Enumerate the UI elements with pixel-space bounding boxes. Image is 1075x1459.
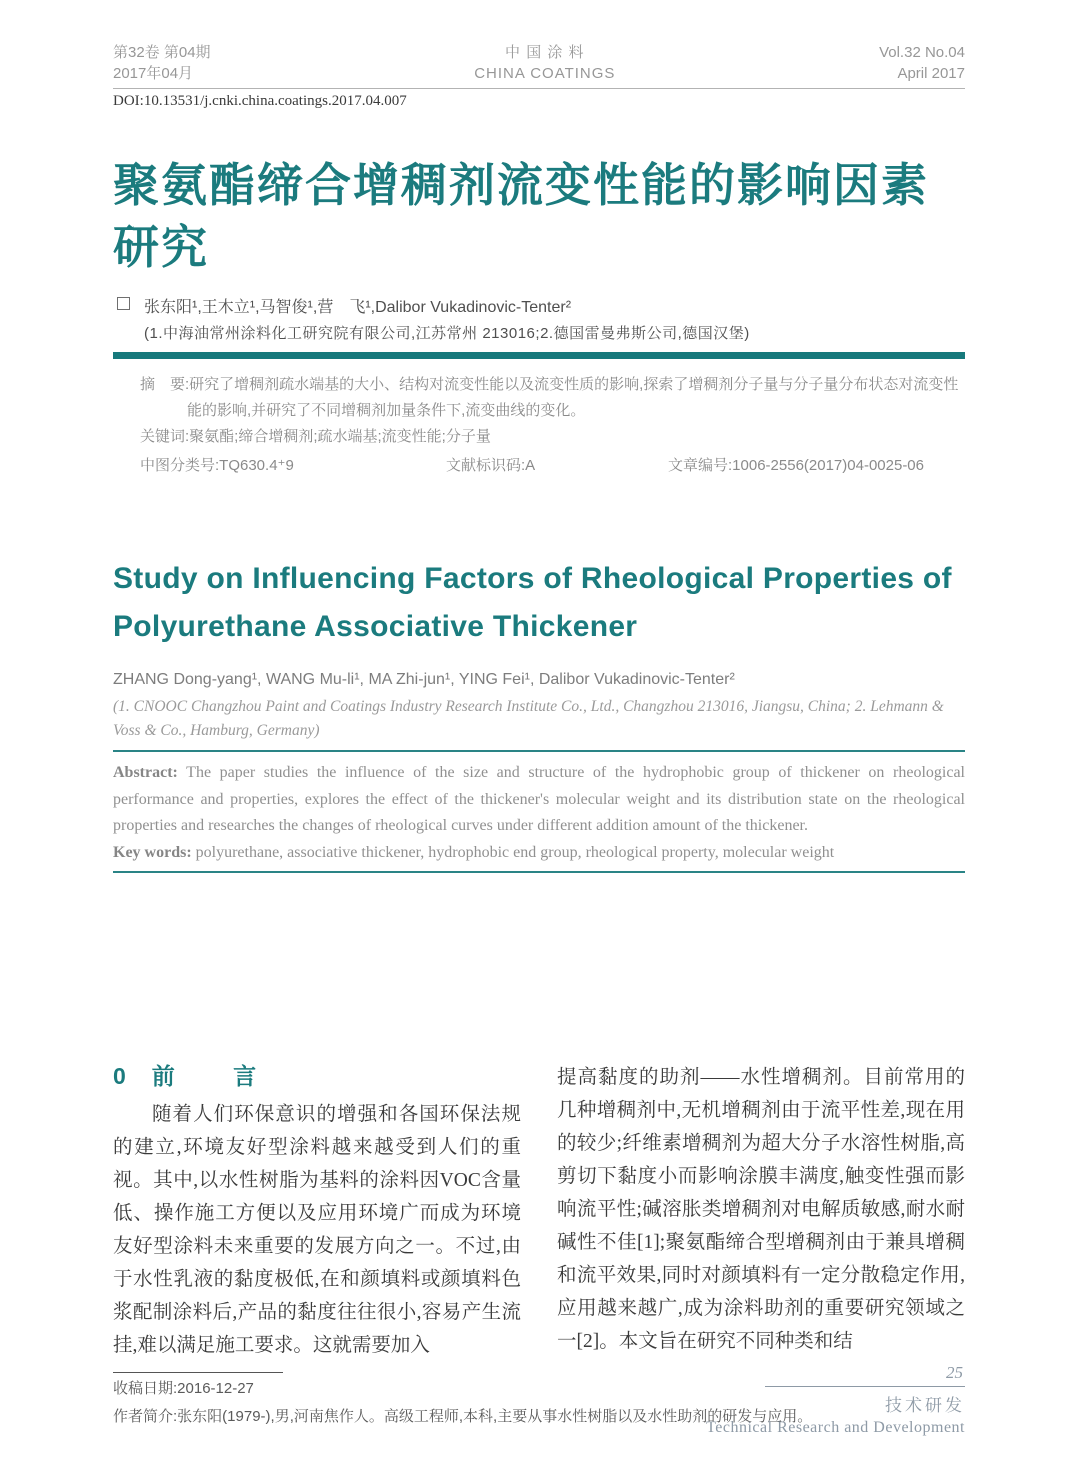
author-bio-label: 作者简介: xyxy=(113,1408,178,1425)
page-number: 25 xyxy=(946,1363,963,1382)
footer-divider xyxy=(765,1386,965,1387)
journal-name-en: CHINA COATINGS xyxy=(474,65,616,82)
section-number: 0 xyxy=(113,1063,126,1089)
article-id: 1006-2556(2017)04-0025-06 xyxy=(732,457,924,474)
received-date-label: 收稿日期: xyxy=(113,1380,178,1397)
authors-cn: 张东阳¹,王木立¹,马智俊¹,营 飞¹,Dalibor Vukadinovic-Tenter² xyxy=(144,299,572,316)
article-title-en-line1: Study on Influencing Factors of Rheological Properties of xyxy=(113,562,952,595)
keywords-en: polyurethane, associative thickener, hydrophobic end group, rheological property, molecular weight xyxy=(191,843,835,861)
doc-code-label: 文献标识码: xyxy=(446,457,526,474)
accent-bar xyxy=(113,352,965,359)
article-title-cn-line1: 聚氨酯缔合增稠剂流变性能的影响因素 xyxy=(113,159,929,211)
abstract-cn-label: 摘 要: xyxy=(140,376,190,393)
author-bio: 张东阳(1979-),男,河南焦作人。高级工程师,本科,主要从事水性树脂以及水性助剂的研发与应用。 xyxy=(177,1408,813,1425)
abstract-en xyxy=(113,760,965,840)
keywords-en-line xyxy=(113,840,965,867)
clc-label: 中图分类号: xyxy=(140,457,220,474)
journal-header xyxy=(113,42,965,84)
affiliation-cn: (1.中海油常州涂料化工研究院有限公司,江苏常州 213016;2.德国雷曼弗斯公司,德国汉堡) xyxy=(144,325,750,342)
keywords-cn-line xyxy=(140,424,965,450)
header-issue-info xyxy=(113,42,211,84)
divider-below-keywords-en xyxy=(113,871,965,873)
body-paragraph-left: 随着人们环保意识的增强和各国环保法规的建立,环境友好型涂料越来越受到人们的重视。其中,以水性树脂为基料的涂料因VOC含量低、操作施工方便以及应用环境广而成为环境友好型涂料未来重要的发展方向之一。不过,由于水性乳液的黏度极低,在和颜填料或颜填料色浆配制涂料后,产品的黏度往往很小,容易产生流挂,难以满足施工要求。这就需要加入 xyxy=(113,1104,521,1356)
volume-issue-cn: 第32卷 第04期 xyxy=(113,44,211,61)
volume-issue-en: Vol.32 No.04 xyxy=(879,44,965,61)
keywords-cn-label: 关键词: xyxy=(140,428,190,445)
footnote-divider xyxy=(113,1372,283,1373)
body-columns xyxy=(113,1061,965,1362)
article-title-en-line2: Polyurethane Associative Thickener xyxy=(113,610,638,643)
abstract-cn xyxy=(140,372,965,424)
divider-above-abstract-en xyxy=(113,750,965,752)
journal-name xyxy=(474,42,615,84)
body-paragraph-right: 提高黏度的助剂——水性增稠剂。目前常用的几种增稠剂中,无机增稠剂由于流平性差,现在用的较少;纤维素增稠剂为超大分子水溶性树脂,高剪切下黏度小而影响涂膜丰满度,触变性强而影响流平性;碱溶胀类增稠剂对电解质敏感,耐水耐碱性不佳[1];聚氨酯缔合型增稠剂由于兼具增稠和流平效果,同时对颜填料有一定分散稳定作用,应用越来越广,成为涂料助剂的重要研究领域之一[2]。本文旨在研究不同种类和结 xyxy=(557,1067,965,1352)
abstract-cn-block xyxy=(140,372,965,424)
article-id-label: 文章编号: xyxy=(668,457,733,474)
date-cn: 2017年04月 xyxy=(113,65,194,82)
doi: DOI:10.13531/j.cnki.china.coatings.2017.04.007 xyxy=(113,93,407,109)
article-title-cn-line2: 研究 xyxy=(113,221,209,273)
header-issue-info-en xyxy=(879,42,965,84)
authors-cn-row xyxy=(113,294,965,317)
date-en: April 2017 xyxy=(897,65,965,82)
article-title-cn xyxy=(113,154,965,278)
doc-code: A xyxy=(525,457,536,474)
affiliation-en: (1. CNOOC Changzhou Paint and Coatings Industry Research Institute Co., Ltd., Changzhou 213016, Jiangsu, China; 2. Lehmann & Voss & Co., Hamburg, Germany) xyxy=(113,698,944,739)
received-date: 2016-12-27 xyxy=(177,1380,254,1397)
author-marker-square-icon xyxy=(117,297,130,310)
section-title: 前 言 xyxy=(151,1063,283,1089)
header-divider xyxy=(113,88,965,89)
section-heading xyxy=(113,1061,521,1091)
article-id-segment xyxy=(668,453,924,479)
article-title-en xyxy=(113,555,965,651)
classification-line xyxy=(140,453,965,479)
page-footer xyxy=(706,1363,965,1437)
keywords-en-label: Key words: xyxy=(113,843,192,861)
column-name-en: Technical Research and Development xyxy=(706,1419,965,1436)
abstract-cn-text: 研究了增稠剂疏水端基的大小、结构对流变性能以及流变性质的影响,探索了增稠剂分子量与分子量分布状态对流变性能的影响,并研究了不同增稠剂加量条件下,流变曲线的变化。 xyxy=(187,376,959,419)
abstract-en-label: Abstract: xyxy=(113,764,178,781)
abstract-en-text: The paper studies the influence of the size and structure of the hydrophobic group of thickener on rheological performance and properties, explores the effect of the thickener's molecular weight and its distribution state on the rheological properties and researches the changes of rheological curves under different addition amount of the thickener. xyxy=(113,764,965,834)
clc-segment xyxy=(140,453,446,479)
authors-en: ZHANG Dong-yang¹, WANG Mu-li¹, MA Zhi-jun¹, YING Fei¹, Dalibor Vukadinovic-Tenter² xyxy=(113,671,735,688)
journal-name-cn: 中 国 涂 料 xyxy=(505,44,585,61)
clc-number: TQ630.4⁺9 xyxy=(219,457,294,474)
column-name-cn: 技术研发 xyxy=(885,1396,965,1415)
body-left-column xyxy=(113,1061,521,1362)
body-right-column xyxy=(557,1061,965,1358)
doc-code-segment xyxy=(446,453,668,479)
keywords-cn: 聚氨酯;缔合增稠剂;疏水端基;流变性能;分子量 xyxy=(189,428,491,445)
